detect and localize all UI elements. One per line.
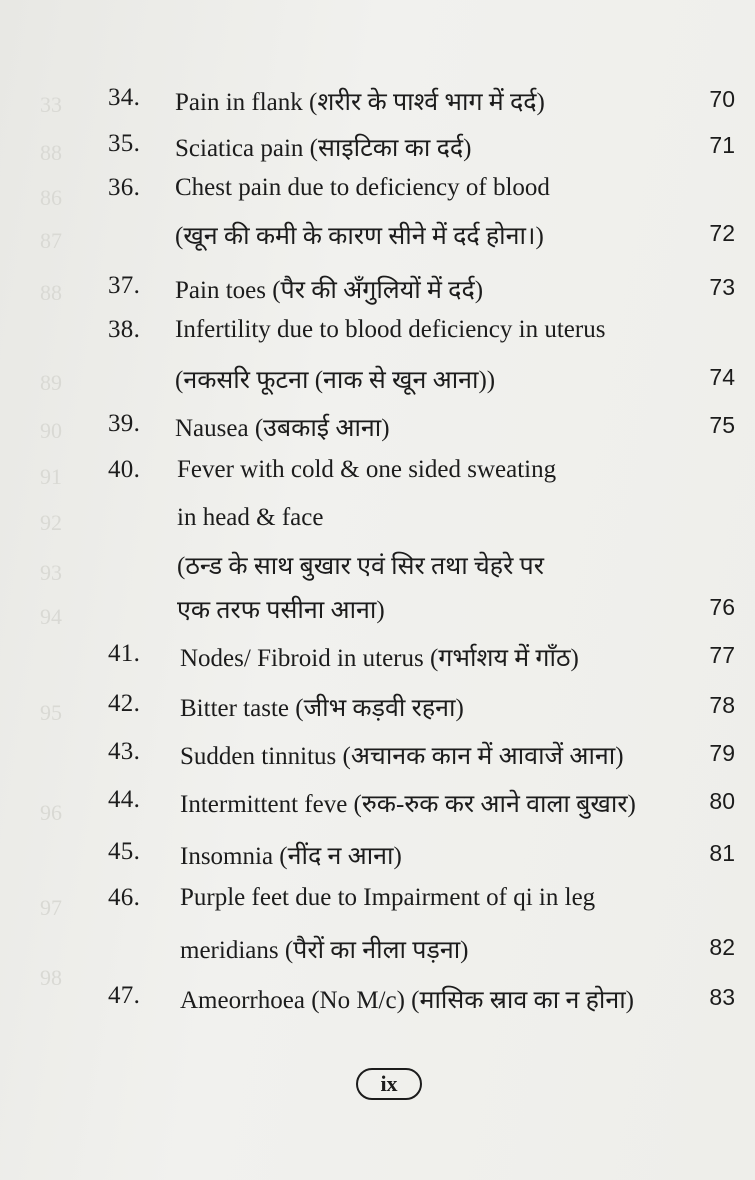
entry-title-line: Sciatica pain (साइटिका का दर्द) <box>175 135 472 162</box>
entry-number: 44. <box>108 786 141 813</box>
entry-page-number: 72 <box>709 220 735 246</box>
page-number-footer: ix <box>356 1068 422 1100</box>
entry-number: 47. <box>108 982 141 1009</box>
entry-title-line: Sudden tinnitus (अचानक कान में आवाजें आना) <box>180 743 624 770</box>
entry-title-line: Nodes/ Fibroid in uterus (गर्भाशय में गाँठ) <box>180 645 579 672</box>
entry-number: 37. <box>108 272 141 299</box>
entry-number: 38. <box>108 316 141 343</box>
entry-number: 35. <box>108 130 141 157</box>
entry-title-line: Bitter taste (जीभ कड़वी रहना) <box>180 695 464 722</box>
entry-number: 41. <box>108 640 141 667</box>
entry-page-number: 75 <box>709 412 735 438</box>
entry-page-number: 71 <box>709 132 735 158</box>
entry-page-number: 74 <box>709 364 735 390</box>
entry-page-number: 81 <box>709 840 735 866</box>
entry-title-line: Insomnia (नींद न आना) <box>180 843 402 870</box>
entry-title-line: (नकसरि फूटना (नाक से खून आना)) <box>175 367 496 394</box>
entry-title-line: Chest pain due to deficiency of blood <box>175 174 550 201</box>
entry-number: 34. <box>108 84 141 111</box>
entry-title-line: (ठन्ड के साथ बुखार एवं सिर तथा चेहरे पर <box>177 553 544 580</box>
entry-title-line: Pain in flank (शरीर के पार्श्व भाग में दर्द) <box>175 89 545 116</box>
entry-number: 39. <box>108 410 141 437</box>
entry-title-line: meridians (पैरों का नीला पड़ना) <box>180 937 469 964</box>
entry-title-line: in head & face <box>177 504 324 531</box>
entry-page-number: 82 <box>709 934 735 960</box>
entry-number: 45. <box>108 838 141 865</box>
entry-number: 43. <box>108 738 141 765</box>
entry-page-number: 80 <box>709 788 735 814</box>
entry-page-number: 73 <box>709 274 735 300</box>
entry-number: 42. <box>108 690 141 717</box>
entry-number: 36. <box>108 174 141 201</box>
entry-page-number: 70 <box>709 86 735 112</box>
entry-title-line: Infertility due to blood deficiency in uterus <box>175 316 606 343</box>
entry-title-line: Nausea (उबकाई आना) <box>175 415 390 442</box>
entry-title-line: एक तरफ पसीना आना) <box>177 597 385 624</box>
entry-page-number: 76 <box>709 594 735 620</box>
entry-title-line: (खून की कमी के कारण सीने में दर्द होना।) <box>175 223 544 250</box>
entry-page-number: 83 <box>709 984 735 1010</box>
entry-title-line: Purple feet due to Impairment of qi in leg <box>180 884 596 911</box>
entry-page-number: 78 <box>709 692 735 718</box>
entry-page-number: 77 <box>709 642 735 668</box>
entry-page-number: 79 <box>709 740 735 766</box>
entry-title-line: Intermittent feve (रुक-रुक कर आने वाला बुखार) <box>180 791 636 818</box>
entry-title-line: Ameorrhoea (No M/c) (मासिक स्राव का न होना) <box>180 987 634 1014</box>
entry-number: 40. <box>108 456 141 483</box>
entry-title-line: Pain toes (पैर की अँगुलियों में दर्द) <box>175 277 484 304</box>
entry-number: 46. <box>108 884 141 911</box>
entry-title-line: Fever with cold & one sided sweating <box>177 456 557 483</box>
show-through-texture: 33 88 86 87 88 89 90 91 92 93 94 95 96 97 98 <box>40 92 62 990</box>
